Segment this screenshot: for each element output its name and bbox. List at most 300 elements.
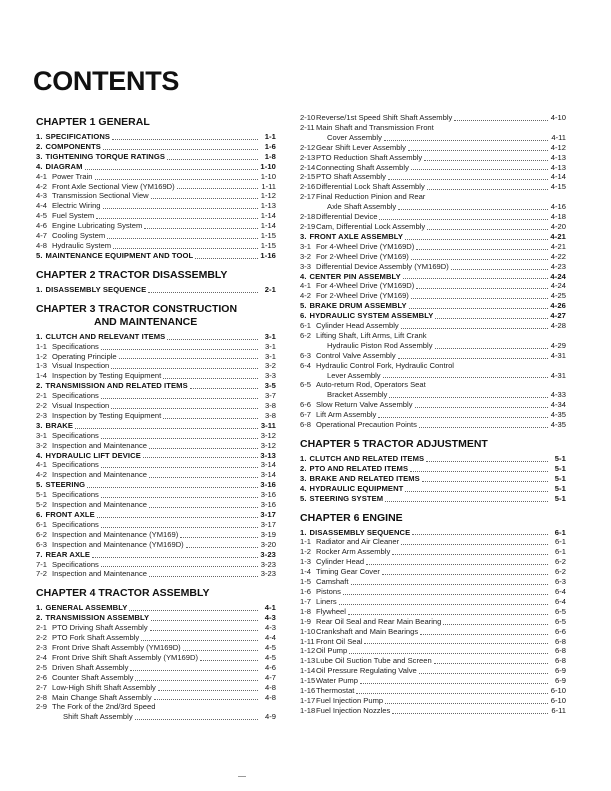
- toc-leader-dots: [130, 664, 258, 671]
- toc-entry[interactable]: [36, 431, 276, 441]
- toc-entry[interactable]: [300, 133, 566, 143]
- toc-entry[interactable]: [36, 285, 276, 295]
- toc-entry-label: Inspection by Testing Equipment: [52, 410, 162, 420]
- toc-entry[interactable]: [36, 613, 276, 623]
- toc-entry-label: Specifications: [52, 391, 99, 401]
- toc-entry-page: 6-11: [551, 705, 566, 715]
- toc-leader-dots: [385, 697, 548, 704]
- toc-entry-page: 3-1: [265, 351, 276, 361]
- toc-entry[interactable]: [36, 560, 276, 570]
- toc-entry[interactable]: [36, 663, 276, 673]
- toc-entry-number: 1.: [36, 331, 43, 341]
- toc-entry-page: 4-13: [550, 162, 566, 172]
- toc-entry[interactable]: [36, 540, 276, 550]
- toc-entry[interactable]: [300, 222, 566, 232]
- toc-entry-number: 3-2: [36, 440, 47, 450]
- toc-entry-number: 3.: [300, 231, 307, 241]
- toc-leader-dots: [384, 134, 548, 141]
- toc-entry[interactable]: [36, 162, 276, 172]
- toc-entry[interactable]: [300, 331, 566, 341]
- toc-entry-number: 4.: [300, 271, 307, 281]
- toc-entry[interactable]: [300, 252, 566, 262]
- toc-entry-label: Cam, Differential Lock Assembly: [316, 221, 426, 231]
- toc-entry-page: 3-20: [260, 539, 276, 549]
- toc-leader-dots: [415, 401, 548, 408]
- toc-entry-label: Liners: [316, 596, 337, 606]
- toc-entry-label: Inspection and Maintenance (YM169): [52, 529, 179, 539]
- toc-entry-number: 1-9: [300, 616, 311, 626]
- toc-entry-page: 4-23: [550, 261, 566, 271]
- toc-entry[interactable]: [300, 182, 566, 192]
- toc-entry[interactable]: [300, 607, 566, 617]
- toc-entry-label: Differential Lock Shaft Assembly: [316, 182, 425, 192]
- toc-entry-page: 6-2: [555, 557, 566, 567]
- toc-leader-dots: [85, 163, 258, 170]
- toc-leader-dots: [398, 203, 548, 210]
- toc-entry-number: 1.: [36, 284, 43, 294]
- toc-leader-dots: [180, 531, 258, 538]
- toc-leader-dots: [113, 242, 258, 249]
- toc-entry[interactable]: [36, 172, 276, 182]
- toc-entry[interactable]: [36, 702, 276, 712]
- toc-entry-number: 4.: [300, 483, 307, 493]
- toc-entry-label: Transmission Sectional View: [52, 191, 149, 201]
- toc-entry-label: COMPONENTS: [45, 141, 101, 151]
- toc-leader-dots: [151, 614, 258, 621]
- toc-leader-dots: [419, 421, 548, 428]
- toc-entry[interactable]: [300, 113, 566, 123]
- toc-entry[interactable]: [36, 142, 276, 152]
- toc-leader-dots: [149, 570, 258, 577]
- toc-leader-dots: [351, 578, 549, 585]
- toc-entry-page: 5-1: [554, 454, 566, 463]
- toc-leader-dots: [92, 551, 258, 558]
- toc-entry-number: 2-13: [300, 152, 316, 162]
- toc-entry[interactable]: [36, 221, 276, 231]
- toc-leader-dots: [388, 173, 548, 180]
- toc-entry[interactable]: [36, 332, 276, 342]
- toc-leader-dots: [186, 541, 258, 548]
- toc-entry-number: 3.: [36, 420, 43, 430]
- toc-entry-page: 5-1: [554, 473, 566, 483]
- toc-entry-page: 3-12: [260, 430, 276, 440]
- toc-entry-label: Counter Shaft Assembly: [52, 672, 134, 682]
- toc-entry-page: 6-9: [555, 676, 566, 686]
- toc-entry-number: 4.: [36, 161, 43, 171]
- toc-entry[interactable]: [36, 241, 276, 251]
- toc-leader-dots: [95, 173, 258, 180]
- toc-entry[interactable]: [36, 401, 276, 411]
- toc-leader-dots: [163, 372, 258, 379]
- toc-entry[interactable]: [300, 484, 566, 494]
- toc-entry-page: 6-1: [554, 527, 566, 537]
- toc-entry-label: PTO Reduction Shaft Assembly: [316, 152, 423, 162]
- toc-entry[interactable]: [36, 510, 276, 520]
- toc-entry[interactable]: [36, 371, 276, 381]
- toc-entry-label: CENTER PIN ASSEMBLY: [309, 271, 401, 281]
- toc-entry-number: 1-14: [300, 666, 316, 676]
- toc-entry[interactable]: [36, 623, 276, 633]
- toc-entry-number: 1-4: [300, 567, 311, 577]
- toc-leader-dots: [401, 538, 548, 545]
- toc-entry[interactable]: [36, 460, 276, 470]
- toc-entry-label: Thermostat: [316, 686, 355, 696]
- toc-entry[interactable]: [36, 530, 276, 540]
- toc-entry[interactable]: [300, 646, 566, 656]
- toc-leader-dots: [141, 634, 258, 641]
- toc-entry[interactable]: [300, 567, 566, 577]
- toc-entry[interactable]: [300, 627, 566, 637]
- toc-leader-dots: [101, 432, 258, 439]
- toc-entry-number: 1-15: [300, 676, 316, 686]
- toc-entry[interactable]: [36, 182, 276, 192]
- toc-entry[interactable]: [36, 603, 276, 613]
- toc-entry[interactable]: [36, 411, 276, 421]
- toc-entry-number: 6.: [36, 510, 43, 519]
- toc-entry-label: Main Change Shaft Assembly: [52, 692, 152, 702]
- toc-entry[interactable]: [300, 361, 566, 371]
- toc-entry-label: Visual Inspection: [52, 401, 110, 411]
- toc-entry-page: 4-31: [550, 350, 566, 360]
- toc-entry[interactable]: [300, 341, 566, 351]
- toc-entry[interactable]: [300, 637, 566, 647]
- toc-entry[interactable]: [36, 673, 276, 683]
- toc-entry-label: Lift Arm Assembly: [316, 410, 377, 420]
- toc-entry-page: 3-17: [260, 519, 276, 529]
- toc-entry-page: 3-16: [260, 480, 276, 490]
- toc-entry[interactable]: [300, 557, 566, 567]
- toc-entry[interactable]: [36, 441, 276, 451]
- toc-leader-dots: [403, 272, 548, 279]
- toc-entry-page: 4-11: [551, 132, 566, 142]
- toc-entry-label: Inspection and Maintenance: [52, 440, 147, 450]
- toc-entry[interactable]: [300, 494, 566, 504]
- toc-leader-dots: [190, 382, 258, 389]
- toc-entry[interactable]: [36, 391, 276, 401]
- toc-entry[interactable]: [36, 132, 276, 142]
- toc-leader-dots: [389, 391, 548, 398]
- toc-entry-number: 6-8: [300, 420, 311, 430]
- toc-leader-dots: [382, 568, 548, 575]
- toc-entry-number: 5.: [300, 493, 307, 503]
- toc-entry-page: 4-21: [550, 241, 566, 251]
- toc-leader-dots: [135, 713, 258, 720]
- toc-entry[interactable]: [300, 262, 566, 272]
- toc-entry-number: 2-10: [300, 113, 316, 122]
- toc-entry[interactable]: [36, 381, 276, 391]
- toc-entry-page: 1-16: [260, 250, 276, 260]
- toc-entry-number: 2.: [300, 463, 307, 473]
- toc-leader-dots: [343, 588, 548, 595]
- toc-entry[interactable]: [300, 371, 566, 381]
- toc-entry-label: Reverse/1st Speed Shift Shaft Assembly: [316, 113, 453, 122]
- toc-entry[interactable]: [300, 123, 566, 133]
- toc-entry[interactable]: [36, 653, 276, 663]
- toc-entry[interactable]: [300, 400, 566, 410]
- toc-entry-number: 1-3: [300, 557, 311, 567]
- toc-entry-number: 1-5: [300, 577, 311, 587]
- toc-entry-number: 6-1: [300, 321, 311, 331]
- toc-entry-label: Specifications: [52, 341, 99, 351]
- toc-entry-page: 4-3: [265, 623, 276, 633]
- toc-entry[interactable]: [36, 211, 276, 221]
- toc-entry-label: Lifting Shaft, Lift Arms, Lift Crank: [316, 330, 427, 340]
- toc-entry[interactable]: [300, 410, 566, 420]
- toc-entry[interactable]: [300, 232, 566, 242]
- toc-entry[interactable]: [36, 201, 276, 211]
- toc-entry-page: 1-10: [260, 161, 276, 171]
- toc-entry[interactable]: [300, 390, 566, 400]
- toc-entry[interactable]: [300, 617, 566, 627]
- toc-entry[interactable]: [300, 311, 566, 321]
- toc-entry[interactable]: [36, 633, 276, 643]
- toc-entry[interactable]: [36, 421, 276, 431]
- toc-leader-dots: [103, 202, 258, 209]
- toc-leader-dots: [177, 182, 258, 189]
- toc-entry-page: 4-20: [550, 221, 566, 231]
- toc-entry-number: 2-14: [300, 162, 316, 172]
- toc-entry[interactable]: [300, 212, 566, 222]
- toc-entry-number: 4.: [36, 450, 43, 460]
- toc-leader-dots: [435, 342, 548, 349]
- toc-entry-page: 3-19: [260, 529, 276, 539]
- toc-leader-dots: [434, 657, 548, 664]
- toc-entry-label: HYDRAULIC SYSTEM ASSEMBLY: [309, 311, 434, 321]
- toc-entry-number: 6-4: [300, 360, 311, 370]
- toc-entry-page: 4-8: [265, 682, 276, 692]
- chapter-heading: [300, 438, 566, 451]
- toc-entry[interactable]: [36, 191, 276, 201]
- toc-entry-label: Cooling System: [52, 231, 106, 241]
- toc-entry[interactable]: [36, 480, 276, 490]
- toc-entry-label: PTO Fork Shaft Assembly: [52, 633, 140, 643]
- toc-entry-page: 3-17: [260, 510, 276, 519]
- toc-entry-number: 2-7: [36, 682, 47, 692]
- toc-entry-page: 4-18: [550, 212, 566, 222]
- toc-entry[interactable]: [36, 152, 276, 162]
- toc-entry[interactable]: [300, 153, 566, 163]
- chapter-heading: [36, 269, 276, 282]
- toc-entry[interactable]: [300, 454, 566, 464]
- toc-entry-label: Visual Inspection: [52, 361, 110, 371]
- toc-entry[interactable]: [300, 547, 566, 557]
- toc-entry[interactable]: [300, 686, 566, 696]
- toc-entry-number: 3-3: [300, 261, 311, 271]
- toc-entry-number: 2.: [36, 381, 43, 391]
- toc-leader-dots: [101, 491, 258, 498]
- toc-entry-label: Cover Assembly: [327, 132, 382, 142]
- toc-entry-number: 1.: [36, 132, 43, 141]
- toc-entry-number: 6-5: [300, 380, 311, 390]
- toc-entry[interactable]: [300, 272, 566, 282]
- toc-entry[interactable]: [36, 712, 276, 722]
- toc-entry[interactable]: [300, 666, 566, 676]
- toc-entry-label: Fuel Injection Pump: [316, 695, 384, 705]
- toc-entry[interactable]: [300, 420, 566, 430]
- toc-entry-page: 1-14: [260, 221, 276, 231]
- toc-entry-number: 1-2: [300, 547, 311, 557]
- toc-leader-dots: [427, 223, 548, 230]
- toc-entry-label: STEERING SYSTEM: [309, 493, 384, 503]
- toc-entry[interactable]: [300, 528, 566, 538]
- toc-entry[interactable]: [300, 351, 566, 361]
- toc-entry[interactable]: [300, 291, 566, 301]
- toc-entry-label: Inspection and Maintenance: [52, 470, 147, 480]
- toc-entry[interactable]: [300, 172, 566, 182]
- toc-leader-dots: [378, 411, 548, 418]
- toc-entry-number: 1-1: [36, 341, 47, 351]
- toc-entry-page: 1-6: [264, 141, 276, 151]
- toc-entry-number: 6-1: [36, 519, 47, 529]
- toc-entry-label: Timing Gear Cover: [316, 567, 380, 577]
- toc-entry-number: 5.: [300, 301, 307, 311]
- toc-leader-dots: [379, 213, 548, 220]
- toc-entry[interactable]: [36, 451, 276, 461]
- toc-entry-page: 4-8: [265, 692, 276, 702]
- toc-entry-number: 4-1: [36, 460, 47, 470]
- toc-entry-number: 1-10: [300, 626, 316, 636]
- toc-entry-number: 1.: [300, 454, 307, 463]
- toc-entry[interactable]: [36, 231, 276, 241]
- toc-entry[interactable]: [300, 380, 566, 390]
- toc-entry-page: 1-15: [260, 240, 276, 250]
- toc-entry-page: 4-24: [550, 281, 566, 291]
- toc-entry-label: Operational Precaution Points: [316, 420, 417, 430]
- toc-entry[interactable]: [36, 693, 276, 703]
- toc-entry[interactable]: [36, 500, 276, 510]
- toc-entry-label: Hydraulic Piston Rod Assembly: [327, 340, 433, 350]
- toc-entry-page: 4-9: [265, 712, 276, 722]
- toc-leader-dots: [107, 232, 258, 239]
- toc-entry[interactable]: [36, 520, 276, 530]
- toc-entry-page: 4-14: [550, 172, 566, 182]
- toc-entry-page: 4-33: [550, 390, 566, 400]
- toc-entry[interactable]: [36, 550, 276, 560]
- toc-entry-label: Fuel System: [52, 211, 95, 221]
- toc-entry-number: 6-6: [300, 400, 311, 410]
- toc-entry-number: 6-2: [36, 529, 47, 539]
- toc-entry-number: 2-8: [36, 692, 47, 702]
- toc-entry-label: Slow Return Valve Assembly: [316, 400, 413, 410]
- toc-leader-dots: [401, 322, 548, 329]
- toc-entry-page: 4-3: [264, 613, 276, 623]
- toc-right-column: [300, 113, 566, 716]
- toc-entry[interactable]: [36, 251, 276, 261]
- toc-entry-label: Main Shaft and Transmission Front: [316, 122, 434, 132]
- toc-entry-number: 6-2: [300, 330, 311, 340]
- toc-entry-page: 6-2: [555, 567, 566, 577]
- toc-entry[interactable]: [300, 192, 566, 202]
- toc-entry-number: 4-7: [36, 231, 47, 241]
- toc-entry-number: 2-17: [300, 192, 316, 202]
- toc-entry[interactable]: [300, 706, 566, 716]
- toc-entry[interactable]: [300, 143, 566, 153]
- toc-leader-dots: [96, 212, 258, 219]
- toc-entry[interactable]: [36, 643, 276, 653]
- toc-entry-label: Inspection and Maintenance (YM169D): [52, 539, 184, 549]
- toc-entry-label: Electric Wiring: [52, 201, 101, 211]
- toc-entry[interactable]: [36, 352, 276, 362]
- toc-leader-dots: [143, 451, 258, 458]
- toc-entry-page: 4-29: [550, 340, 566, 350]
- toc-entry[interactable]: [300, 464, 566, 474]
- toc-entry[interactable]: [300, 597, 566, 607]
- toc-entry[interactable]: [300, 587, 566, 597]
- toc-entry-number: 2-18: [300, 212, 316, 222]
- toc-entry[interactable]: [300, 656, 566, 666]
- toc-entry[interactable]: [300, 474, 566, 484]
- toc-entry-label: Specifications: [52, 430, 99, 440]
- toc-entry[interactable]: [300, 242, 566, 252]
- toc-leader-dots: [87, 481, 258, 488]
- toc-entry[interactable]: [300, 321, 566, 331]
- toc-entry-page: 4-34: [550, 400, 566, 410]
- toc-entry[interactable]: [36, 490, 276, 500]
- toc-entry-label: Rear Oil Seal and Rear Main Bearing: [316, 616, 442, 626]
- toc-entry[interactable]: [300, 696, 566, 706]
- toc-leader-dots: [154, 693, 258, 700]
- toc-entry[interactable]: [300, 202, 566, 212]
- toc-leader-dots: [101, 461, 258, 468]
- toc-entry[interactable]: [300, 281, 566, 291]
- toc-entry-label: For 4-Wheel Drive (YM169D): [316, 241, 415, 251]
- toc-entry-number: 6.: [300, 311, 307, 321]
- toc-entry-number: 1-17: [300, 695, 316, 705]
- toc-leader-dots: [422, 475, 548, 482]
- toc-entry-label: Oil Pressure Regulating Valve: [316, 666, 417, 676]
- toc-entry[interactable]: [300, 577, 566, 587]
- toc-leader-dots: [195, 252, 258, 259]
- toc-entry-page: 6-5: [555, 606, 566, 616]
- toc-entry-label: Front Oil Seal: [316, 636, 363, 646]
- toc-entry[interactable]: [36, 683, 276, 693]
- toc-entry[interactable]: [36, 361, 276, 371]
- chapter-heading-text: CHAPTER 6 ENGINE: [300, 511, 403, 524]
- toc-entry-number: 2-5: [36, 662, 47, 672]
- toc-leader-dots: [416, 243, 548, 250]
- toc-entry-page: 4-21: [550, 231, 566, 241]
- chapter-heading: [36, 303, 276, 329]
- toc-entry-label: Radiator and Air Cleaner: [316, 537, 400, 547]
- toc-entry-page: 6-10: [550, 686, 566, 696]
- toc-entry-page: 6-6: [555, 626, 566, 636]
- toc-entry-page: 4-5: [265, 642, 276, 652]
- toc-entry-number: 2-16: [300, 182, 316, 192]
- toc-entry-page: 6-4: [555, 596, 566, 606]
- toc-entry-page: 5-1: [554, 463, 566, 473]
- toc-entry[interactable]: [300, 537, 566, 547]
- toc-leader-dots: [103, 143, 258, 150]
- toc-leader-dots: [426, 455, 548, 462]
- toc-entry[interactable]: [36, 569, 276, 579]
- toc-leader-dots: [149, 471, 258, 478]
- toc-entry-page: 1-13: [260, 201, 276, 211]
- toc-entry-page: 6-1: [555, 537, 566, 547]
- toc-entry[interactable]: [300, 163, 566, 173]
- toc-entry-label: For 2-Wheel Drive (YM169): [316, 291, 409, 301]
- toc-entry-page: 3-23: [260, 559, 276, 569]
- toc-entry-page: 1-12: [260, 191, 276, 201]
- toc-entry-page: 3-14: [260, 470, 276, 480]
- toc-entry-label: Front Drive Shift Shaft Assembly (YM169D): [52, 652, 199, 662]
- toc-entry[interactable]: [300, 301, 566, 311]
- toc-entry-label: Fuel Injection Nozzles: [316, 705, 391, 715]
- toc-entry[interactable]: [36, 342, 276, 352]
- toc-entry-label: BRAKE: [45, 420, 74, 430]
- toc-leader-dots: [101, 343, 258, 350]
- toc-entry[interactable]: [300, 676, 566, 686]
- toc-entry[interactable]: [36, 470, 276, 480]
